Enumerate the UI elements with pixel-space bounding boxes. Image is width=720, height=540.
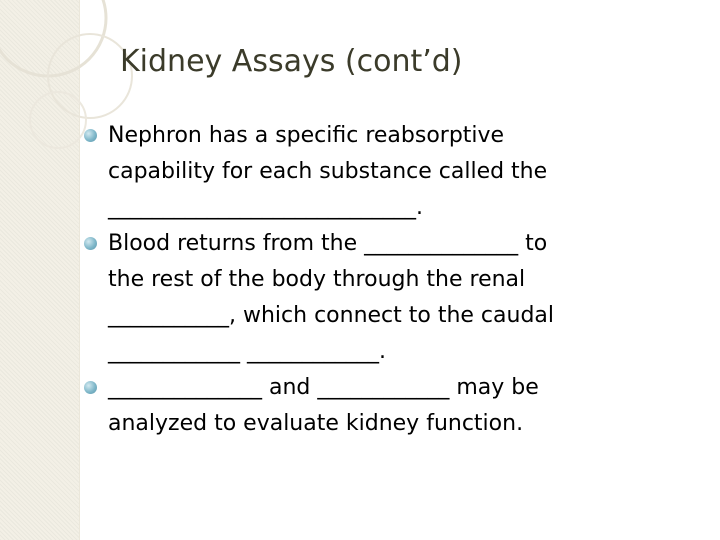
- bullet-dot-icon: [84, 129, 97, 142]
- bullet-line: ___________, which connect to the caudal: [108, 303, 555, 328]
- bullet-item: [84, 370, 704, 442]
- bullet-line: Nephron has a specific reabsorptive: [108, 123, 505, 148]
- bullet-line: Blood returns from the ______________ to: [108, 231, 548, 256]
- bullet-line: capability for each substance called the: [108, 159, 548, 184]
- bullet-list: [84, 118, 704, 442]
- slide-title: Kidney Assays (cont’d): [120, 44, 463, 79]
- bullet-item: [84, 226, 704, 370]
- bullet-line: ____________ ____________.: [108, 339, 386, 364]
- ring-small: [30, 92, 86, 148]
- bullet-dot-icon: [84, 237, 97, 250]
- bullet-line: analyzed to evaluate kidney function.: [108, 411, 524, 436]
- bullet-dot-icon: [84, 381, 97, 394]
- bullet-line: the rest of the body through the renal: [108, 267, 526, 292]
- bullet-item: [84, 118, 704, 226]
- bullet-line: ____________________________.: [108, 195, 423, 220]
- bullet-line: ______________ and ____________ may be: [108, 375, 539, 400]
- ring-large: [0, 0, 106, 76]
